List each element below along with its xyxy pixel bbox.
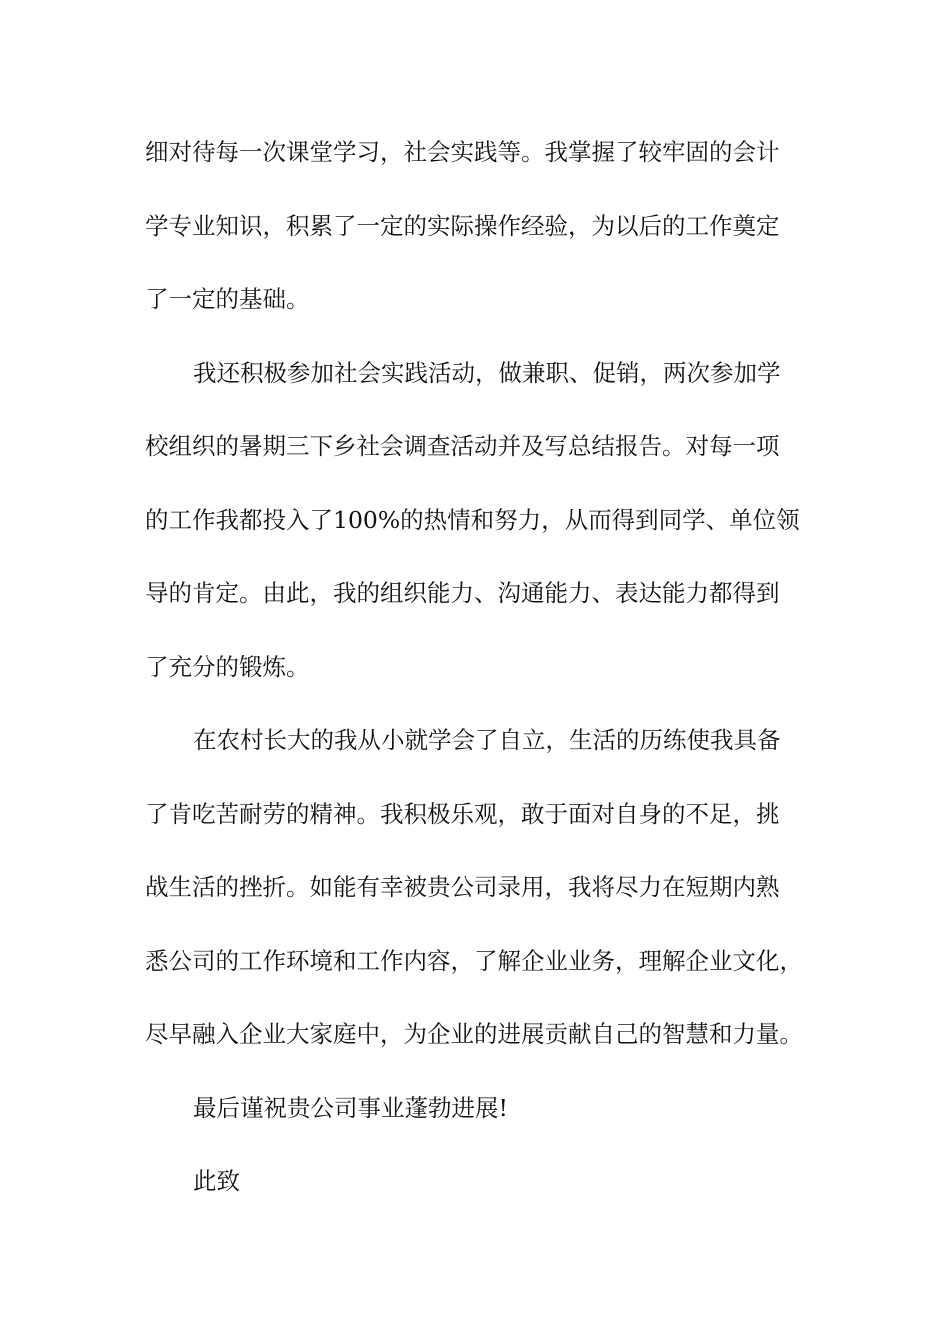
text-line: 了充分的锻炼。	[145, 652, 310, 681]
text-line: 战生活的挫折。如能有幸被贵公司录用，我将尽力在短期内熟	[145, 873, 780, 901]
salutation-closing: 此致	[193, 1167, 240, 1195]
text-line: 细对待每一次课堂学习，社会实践等。我掌握了较牢固的会计	[145, 138, 780, 166]
text-line: 我还积极参加社会实践活动，做兼职、促销，两次参加学	[193, 358, 781, 387]
text-line: 在农村长大的我从小就学会了自立，生活的历练使我具备	[193, 726, 781, 754]
text-line: 导的肯定。由此，我的组织能力、沟通能力、表达能力都得到	[145, 579, 780, 607]
text-line: 了一定的基础。	[145, 285, 310, 313]
text-line: 学专业知识，积累了一定的实际操作经验，为以后的工作奠定	[145, 211, 780, 240]
closing-wish: 最后谨祝贵公司事业蓬勃进展!	[193, 1093, 508, 1122]
letter-body	[145, 128, 825, 1231]
text-line: 了肯吃苦耐劳的精神。我积极乐观，敢于面对自身的不足，挑	[145, 799, 780, 828]
text-line: 校组织的暑期三下乡社会调查活动并及写总结报告。对每一项	[145, 432, 780, 460]
text-line: 悉公司的工作环境和工作内容，了解企业业务，理解企业文化，	[145, 946, 803, 975]
text-line: 的工作我都投入了100%的热情和努力，从而得到同学、单位领	[145, 505, 800, 534]
text-line: 尽早融入企业大家庭中，为企业的进展贡献自己的智慧和力量。	[145, 1020, 803, 1048]
